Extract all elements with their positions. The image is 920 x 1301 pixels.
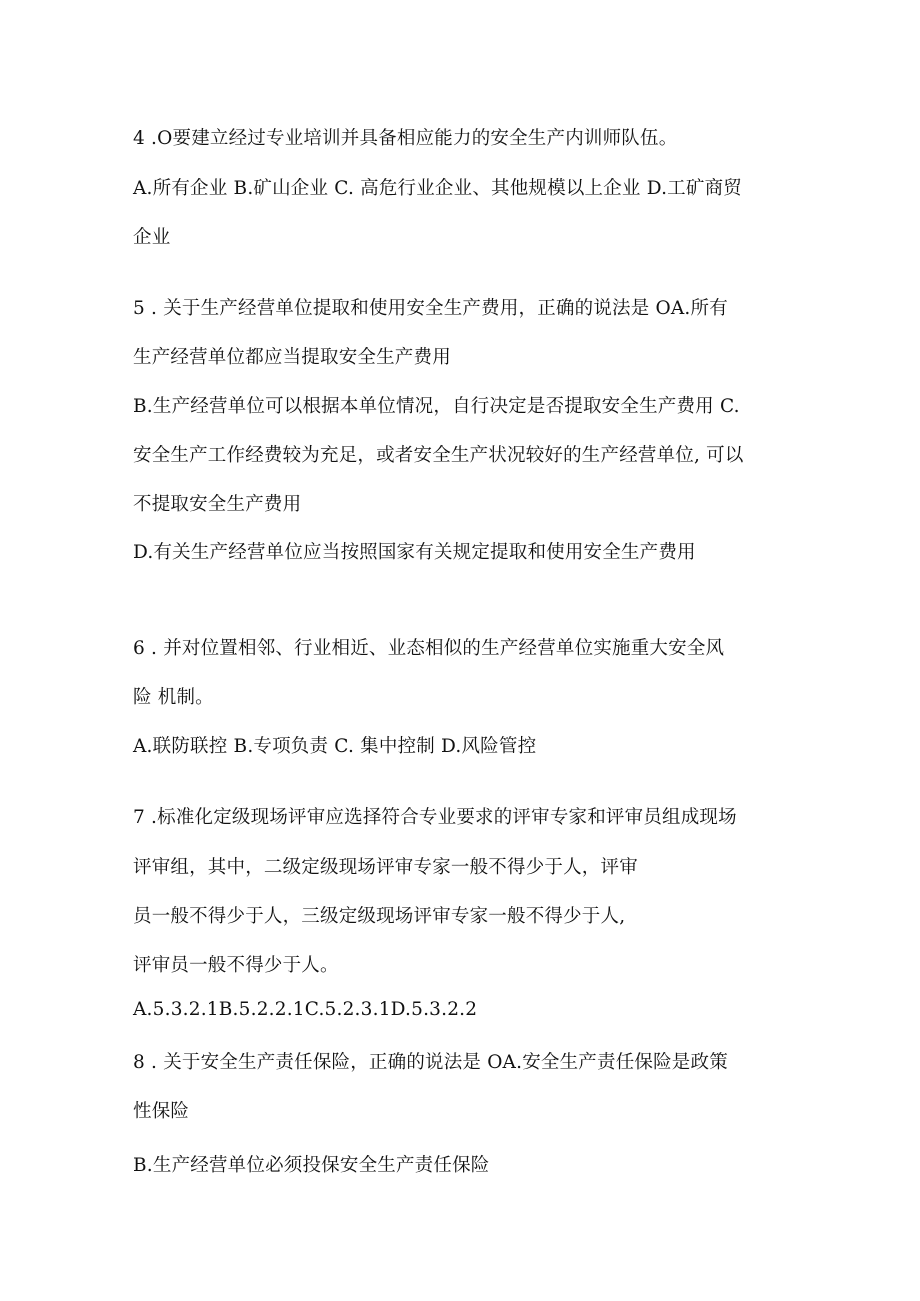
question-5-option-c-continued: 不提取安全生产费用 xyxy=(133,494,302,515)
question-5-option-d: D.有关生产经营单位应当按照国家有关规定提取和使用安全生产费用 xyxy=(133,542,696,563)
question-4-options-continued: 企业 xyxy=(133,227,171,248)
question-5-option-b: B.生产经营单位可以根据本单位情况，自行决定是否提取安全生产费用 C. xyxy=(133,396,740,417)
question-6-stem-continued: 险 机制。 xyxy=(133,687,214,708)
question-8-option-b: B.生产经营单位必须投保安全生产责任保险 xyxy=(133,1155,490,1176)
question-7-options: A.5.3.2.1B.5.2.2.1C.5.2.3.1D.5.3.2.2 xyxy=(133,999,478,1020)
question-6-options: A.联防联控 B.专项负责 C. 集中控制 D.风险管控 xyxy=(133,736,537,757)
question-5-option-c: 安全生产工作经费较为充足，或者安全生产状况较好的生产经营单位, 可以 xyxy=(133,445,744,466)
question-6-stem: 6 . 并对位置相邻、行业相近、业态相似的生产经营单位实施重大安全风 xyxy=(133,638,725,659)
question-4-stem: 4 .O要建立经过专业培训并具备相应能力的安全生产内训师队伍。 xyxy=(133,128,678,149)
question-7-stem: 7 .标准化定级现场评审应选择符合专业要求的评审专家和评审员组成现场 xyxy=(133,807,737,828)
question-8-stem-continued: 性保险 xyxy=(133,1101,190,1122)
question-4-options: A.所有企业 B.矿山企业 C. 高危行业企业、其他规模以上企业 D.工矿商贸 xyxy=(133,178,742,199)
question-7-stem-line-4: 评审员一般不得少于人。 xyxy=(133,955,339,976)
question-7-stem-line-3: 员一般不得少于人，三级定级现场评审专家一般不得少于人, xyxy=(133,906,626,927)
question-5-stem: 5 . 关于生产经营单位提取和使用安全生产费用，正确的说法是 OA.所有 xyxy=(133,298,728,319)
question-5-stem-continued: 生产经营单位都应当提取安全生产费用 xyxy=(133,347,451,368)
question-7-stem-line-2: 评审组，其中，二级定级现场评审专家一般不得少于人，评审 xyxy=(133,857,638,878)
question-8-stem: 8 . 关于安全生产责任保险，正确的说法是 OA.安全生产责任保险是政策 xyxy=(133,1052,728,1073)
